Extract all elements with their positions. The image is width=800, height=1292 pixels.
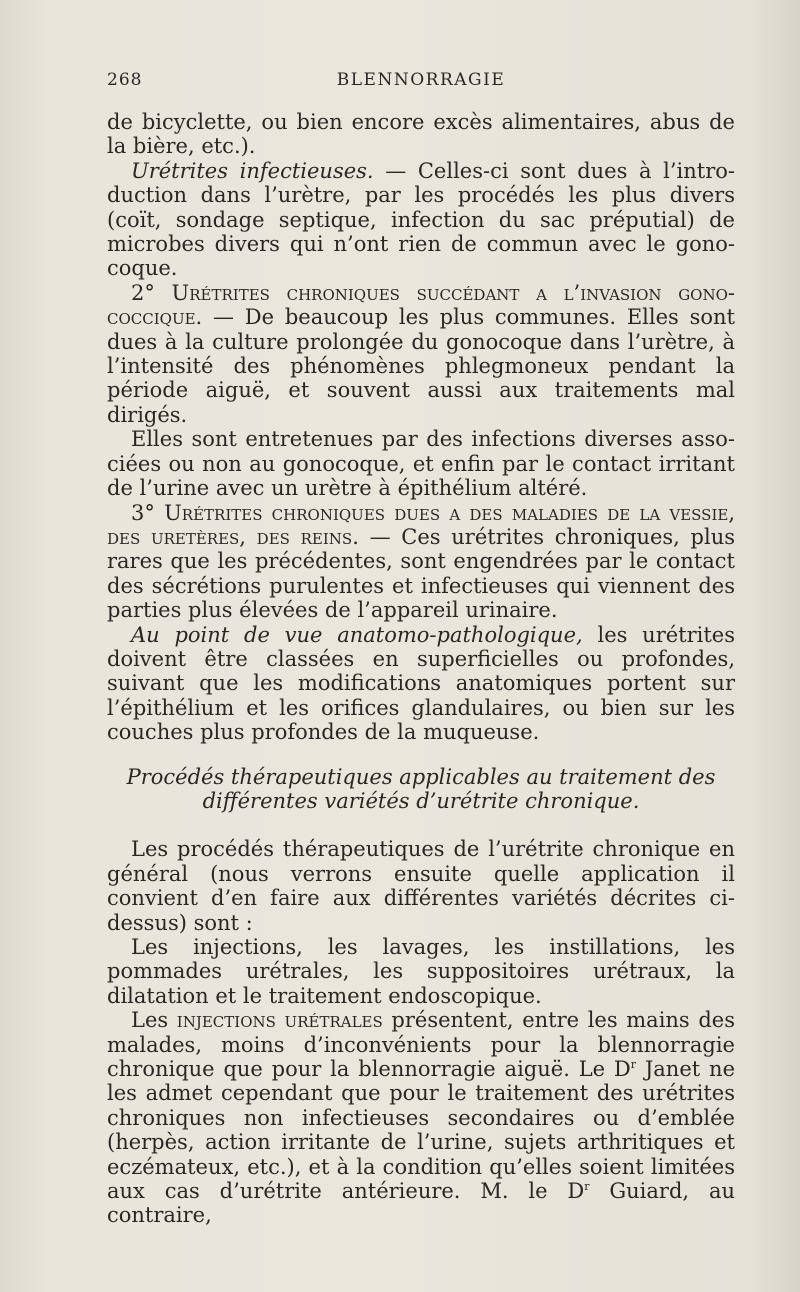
running-title: BLENNORRAGIE xyxy=(336,70,506,90)
subsection-title: Urétrites infectieuses. xyxy=(131,158,374,183)
page-header xyxy=(107,70,735,98)
section-heading: Procédés thérapeutiques applicables au traitement des différentes variétés d’urétrite chronique. xyxy=(126,764,716,813)
paragraph: Au point de vue anatomo-pathologique, les urétrites doivent être classées en superficielles ou profondes, suivant que les modifications anatomiques portent sur l’épithélium et les orifices glandulaires, ou bien sur les couches plus profondes de la muqueuse. xyxy=(107,622,735,745)
paragraph: Les procédés thérapeutiques de l’urétrite chronique en général (nous verrons ensuite quelle application il convient d’en faire aux différentes variétés décrites ci-dessus) sont : xyxy=(107,837,735,935)
paragraph: Les injections, les lavages, les instillations, les pommades urétrales, les suppositoires urétraux, la dilatation et le traitement endoscopique. xyxy=(107,935,735,1008)
body-text xyxy=(107,110,735,1228)
page-number: 268 xyxy=(107,70,143,90)
subsection-title: Urétrites chroniques dues a des maladies de la vessie, des uretères, des reins. xyxy=(107,500,735,549)
subsection-title: Urétrites chroniques succédant a l’invasion gono-coccique. xyxy=(107,280,735,330)
paragraph: Urétrites infectieuses. — Celles-ci sont dues à l’intro-duction dans l’urètre, par les procédés les plus divers (coït, sondage septique, infection du sac préputial) de microbes divers qui n’ont rien de commun avec le gono-coque. xyxy=(107,158,735,281)
paragraph: Les injections urétrales présentent, entre les mains des malades, moins d’inconvénients pour la blennorragie chronique que pour la blennorragie aiguë. Le $D^r$ Janet ne les admet cependant que pour le traitement des urétrites chroniques non infectieuses secondaires ou d’emblée (herpès, action irritante de l’urine, sujets arthritiques et eczémateux, etc.), et à la condition qu’elles soient limitées aux cas d’urétrite antérieure. M. le $D^r$ Guiard, au contraire, xyxy=(107,1008,735,1228)
paragraph: Elles sont entretenues par des infections diverses asso-ciées ou non au gonocoque, et enfin par le contact irritant de l’urine avec un urètre à épithélium altéré. xyxy=(107,427,735,501)
paragraph: de bicyclette, ou bien encore excès alimentaires, abus de la bière, etc.). xyxy=(107,110,735,159)
paragraph: 3° Urétrites chroniques dues a des maladies de la vessie, des uretères, des reins. — Ces urétrites chroniques, plus rares que les précédentes, sont engendrées par le contact des sécrétions purulentes et infectieuses qui viennent des parties plus élevées de l’appareil urinaire. xyxy=(107,500,736,623)
paragraph: 2° Urétrites chroniques succédant a l’invasion gono-coccique. — De beaucoup les plus communes. Elles sont dues à la culture prolongée du gonocoque dans l’urètre, à l’intensité des phénomènes phlegmoneux pendant la période aiguë, et souvent aussi aux traitements mal dirigés. xyxy=(107,280,735,427)
